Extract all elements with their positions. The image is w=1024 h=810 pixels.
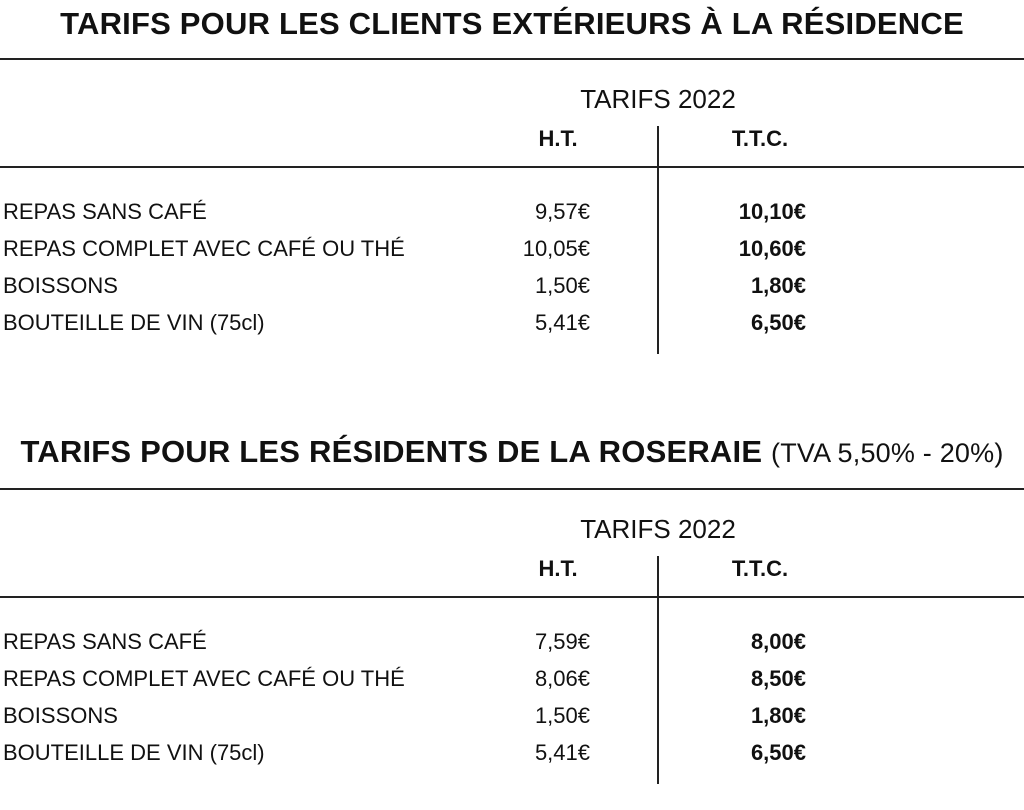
price-ttc: 6,50€ xyxy=(750,740,806,765)
year-label: TARIFS 2022 xyxy=(580,84,736,114)
header-divider xyxy=(0,166,1024,168)
price-ht: 5,41€ xyxy=(534,740,590,765)
price-row xyxy=(0,234,1024,271)
price-rows xyxy=(0,627,1024,775)
price-ht: 5,41€ xyxy=(534,310,590,335)
column-header-ht: H.T. xyxy=(538,556,578,581)
item-label: BOUTEILLE DE VIN (75cl) xyxy=(3,310,265,335)
price-ttc: 6,50€ xyxy=(750,310,806,335)
price-row xyxy=(0,627,1024,664)
price-ttc: 1,80€ xyxy=(750,273,806,298)
price-row xyxy=(0,701,1024,738)
price-row xyxy=(0,197,1024,234)
item-label: REPAS SANS CAFÉ xyxy=(3,629,207,654)
top-divider xyxy=(0,58,1024,60)
price-row xyxy=(0,664,1024,701)
price-rows xyxy=(0,197,1024,345)
item-label: REPAS COMPLET AVEC CAFÉ OU THÉ xyxy=(3,236,405,261)
section-title xyxy=(0,6,1024,42)
item-label: REPAS COMPLET AVEC CAFÉ OU THÉ xyxy=(3,666,405,691)
price-ttc: 8,00€ xyxy=(750,629,806,654)
section-title-text: TARIFS POUR LES RÉSIDENTS DE LA ROSERAIE xyxy=(20,434,763,469)
price-ttc: 10,60€ xyxy=(738,236,806,261)
section-title-text: TARIFS POUR LES CLIENTS EXTÉRIEURS À LA RÉSIDENCE xyxy=(60,6,964,41)
price-ht: 8,06€ xyxy=(534,666,590,691)
item-label: BOISSONS xyxy=(3,703,118,728)
price-row xyxy=(0,738,1024,775)
top-divider xyxy=(0,488,1024,490)
column-header-ttc: T.T.C. xyxy=(731,126,789,151)
item-label: BOISSONS xyxy=(3,273,118,298)
column-header-ht: H.T. xyxy=(538,126,578,151)
vat-note: (TVA 5,50% - 20%) xyxy=(771,438,1004,468)
price-ht: 9,57€ xyxy=(534,199,590,224)
price-ttc: 8,50€ xyxy=(750,666,806,691)
price-ht: 1,50€ xyxy=(534,703,590,728)
item-label: BOUTEILLE DE VIN (75cl) xyxy=(3,740,265,765)
price-ht: 7,59€ xyxy=(534,629,590,654)
price-row xyxy=(0,271,1024,308)
price-row xyxy=(0,308,1024,345)
residents-price-section xyxy=(0,430,1024,810)
item-label: REPAS SANS CAFÉ xyxy=(3,199,207,224)
price-ttc: 10,10€ xyxy=(738,199,806,224)
price-ttc: 1,80€ xyxy=(750,703,806,728)
price-ht: 10,05€ xyxy=(522,236,590,261)
section-title xyxy=(0,434,1024,470)
external-clients-price-section xyxy=(0,0,1024,380)
price-ht: 1,50€ xyxy=(534,273,590,298)
year-label: TARIFS 2022 xyxy=(580,514,736,544)
header-divider xyxy=(0,596,1024,598)
column-header-ttc: T.T.C. xyxy=(731,556,789,581)
